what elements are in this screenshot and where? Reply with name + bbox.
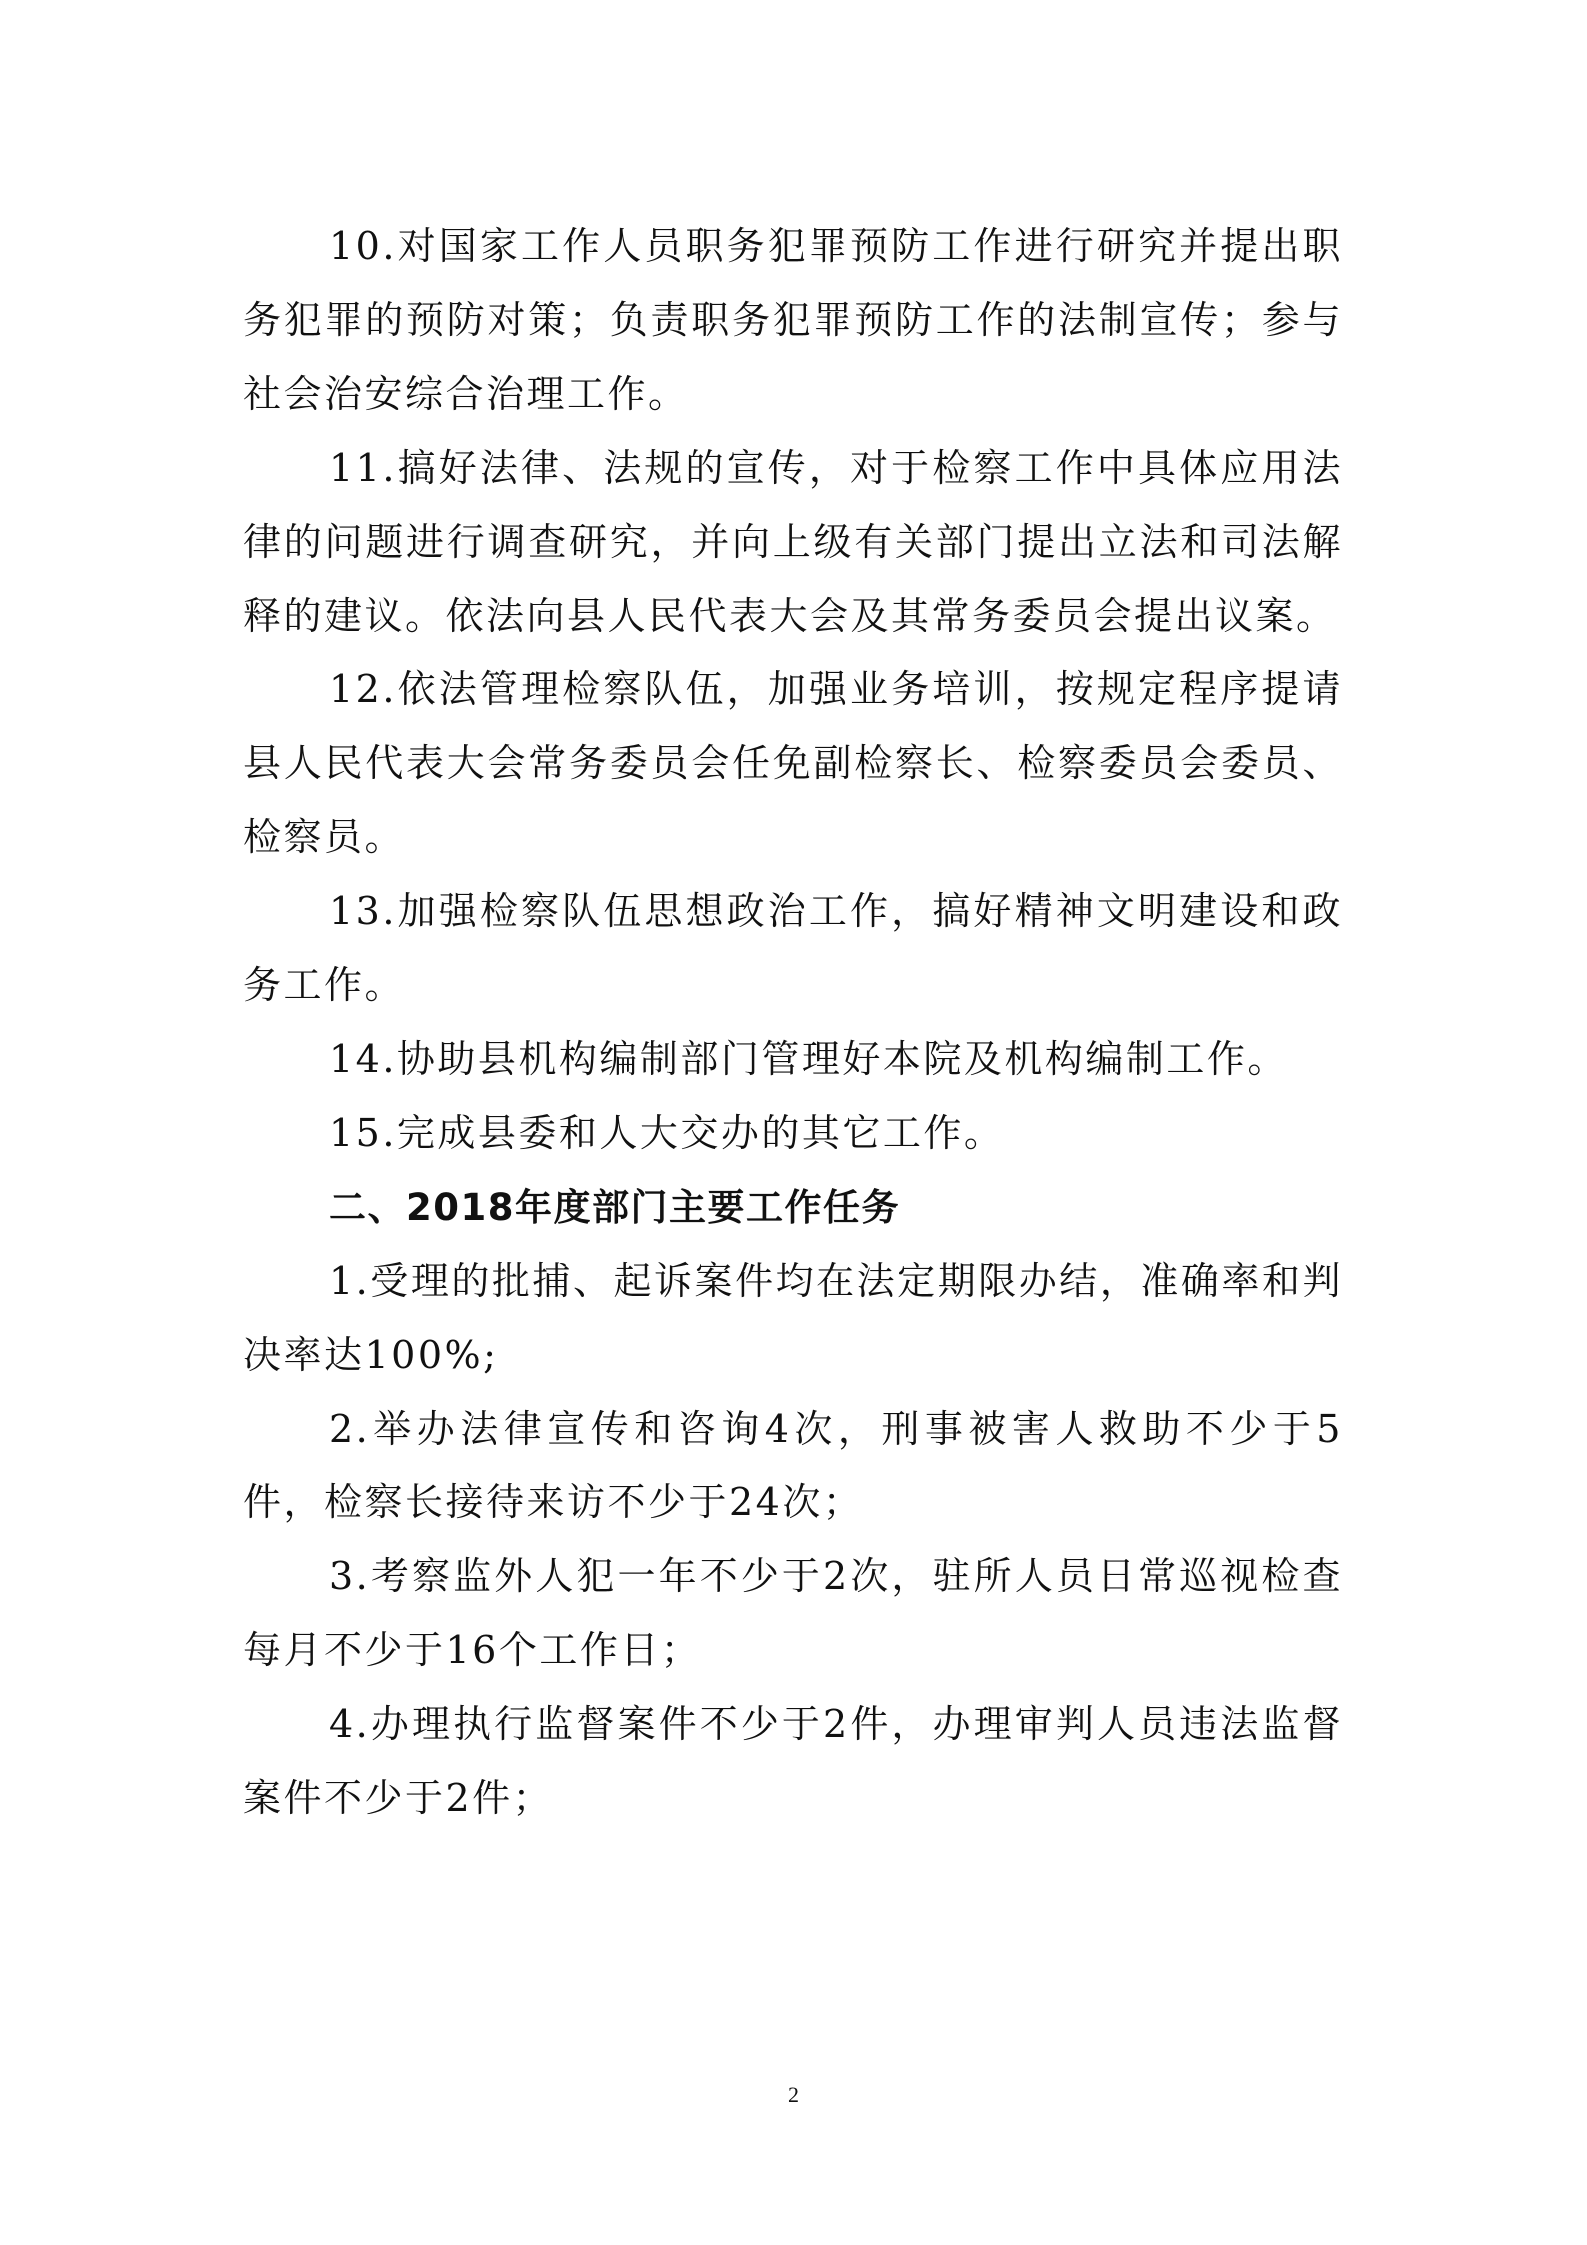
paragraph-item-11: 11.搞好法律、法规的宣传，对于检察工作中具体应用法律的问题进行调查研究，并向上级有关部门提出立法和司法解释的建议。依法向县人民代表大会及其常务委员会提出议案。 xyxy=(243,445,1343,638)
paragraph-item-15: 15.完成县委和人大交办的其它工作。 xyxy=(329,1110,1005,1155)
task-item-4: 4.办理执行监督案件不少于2件，办理审判人员违法监督案件不少于2件； xyxy=(243,1702,1343,1821)
paragraph-item-10: 10.对国家工作人员职务犯罪预防工作进行研究并提出职务犯罪的预防对策；负责职务犯罪预防工作的法制宣传；参与社会治安综合治理工作。 xyxy=(243,224,1343,416)
task-item-3: 3.考察监外人犯一年不少于2次，驻所人员日常巡视检查每月不少于16个工作日； xyxy=(243,1554,1343,1673)
task-item-1: 1.受理的批捕、起诉案件均在法定期限办结，准确率和判决率达100%; xyxy=(243,1258,1343,1377)
paragraph-item-12: 12.依法管理检察队伍，加强业务培训，按规定程序提请县人民代表大会常务委员会任免副检察长、检察委员会委员、检察员。 xyxy=(243,667,1343,860)
section-heading: 二、2018年度部门主要工作任务 xyxy=(329,1185,900,1229)
page-number: 2 xyxy=(788,2082,799,2107)
document-body xyxy=(243,210,1343,1836)
paragraph-item-14: 14.协助县机构编制部门管理好本院及机构编制工作。 xyxy=(329,1036,1288,1081)
task-item-2: 2.举办法律宣传和咨询4次，刑事被害人救助不少于5件，检察长接待来访不少于24次； xyxy=(243,1406,1343,1525)
paragraph-item-13: 13.加强检察队伍思想政治工作，搞好精神文明建设和政务工作。 xyxy=(243,889,1343,1008)
